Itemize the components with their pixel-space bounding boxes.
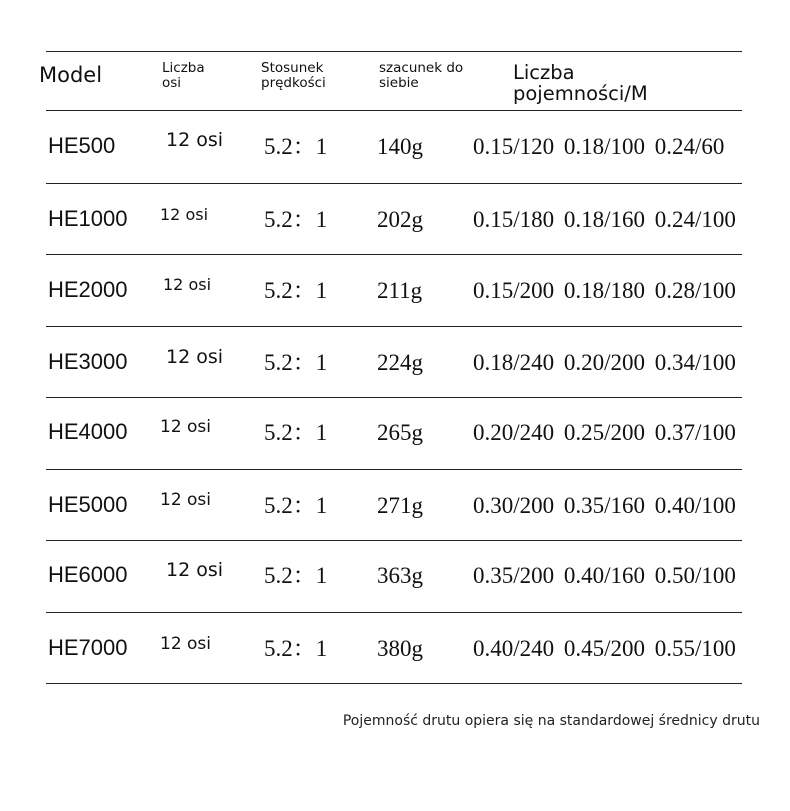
- cell-capacity: 0.40/240 0.45/200 0.55/100: [473, 636, 736, 661]
- header-rule: [46, 110, 742, 111]
- cell-weight: 202g: [377, 207, 423, 232]
- cell-weight: 380g: [377, 636, 423, 661]
- cell-ratio: 5.2：1: [264, 636, 328, 661]
- header-capacity: Liczba pojemności/M: [513, 61, 648, 105]
- header-ratio: Stosunek prędkości: [261, 60, 326, 91]
- cell-axes: 12 osi: [163, 275, 212, 294]
- cell-weight: 271g: [377, 493, 423, 518]
- cell-capacity: 0.15/200 0.18/180 0.28/100: [473, 278, 736, 303]
- cell-ratio: 5.2：1: [264, 207, 328, 232]
- cell-ratio: 5.2：1: [264, 278, 328, 303]
- header-axes: Liczba osi: [162, 60, 205, 91]
- cell-model: HE7000: [48, 635, 128, 660]
- table-bottom-rule: [46, 683, 742, 684]
- header-weight: szacunek do siebie: [379, 60, 464, 91]
- header-model: Model: [39, 63, 103, 87]
- cell-capacity: 0.30/200 0.35/160 0.40/100: [473, 493, 736, 518]
- cell-axes: 12 osi: [160, 634, 212, 654]
- cell-ratio: 5.2：1: [264, 134, 328, 159]
- cell-capacity: 0.15/180 0.18/160 0.24/100: [473, 207, 736, 232]
- row-rule: [46, 469, 742, 470]
- cell-axes: 12 osi: [160, 490, 212, 510]
- cell-model: HE3000: [48, 349, 128, 374]
- cell-model: HE500: [48, 133, 116, 158]
- row-rule: [46, 612, 742, 613]
- cell-axes: 12 osi: [166, 129, 224, 151]
- cell-weight: 140g: [377, 134, 423, 159]
- row-rule: [46, 326, 742, 327]
- cell-axes: 12 osi: [160, 205, 209, 224]
- table-top-rule: [46, 51, 742, 52]
- cell-capacity: 0.35/200 0.40/160 0.50/100: [473, 563, 736, 588]
- cell-ratio: 5.2：1: [264, 350, 328, 375]
- cell-capacity: 0.15/120 0.18/100 0.24/60: [473, 134, 725, 159]
- cell-model: HE4000: [48, 419, 128, 444]
- row-rule: [46, 397, 742, 398]
- footnote: Pojemność drutu opiera się na standardowej średnicy drutu: [342, 713, 760, 729]
- cell-capacity: 0.20/240 0.25/200 0.37/100: [473, 420, 736, 445]
- cell-model: HE5000: [48, 492, 128, 517]
- row-rule: [46, 254, 742, 255]
- cell-weight: 363g: [377, 563, 423, 588]
- cell-capacity: 0.18/240 0.20/200 0.34/100: [473, 350, 736, 375]
- cell-weight: 224g: [377, 350, 423, 375]
- cell-ratio: 5.2：1: [264, 493, 328, 518]
- cell-ratio: 5.2：1: [264, 563, 328, 588]
- cell-model: HE6000: [48, 562, 128, 587]
- row-rule: [46, 183, 742, 184]
- cell-model: HE2000: [48, 277, 128, 302]
- row-rule: [46, 540, 742, 541]
- cell-axes: 12 osi: [160, 417, 212, 437]
- cell-axes: 12 osi: [166, 346, 224, 368]
- cell-weight: 211g: [377, 278, 423, 303]
- cell-weight: 265g: [377, 420, 423, 445]
- cell-axes: 12 osi: [166, 559, 224, 581]
- cell-model: HE1000: [48, 206, 128, 231]
- cell-ratio: 5.2：1: [264, 420, 328, 445]
